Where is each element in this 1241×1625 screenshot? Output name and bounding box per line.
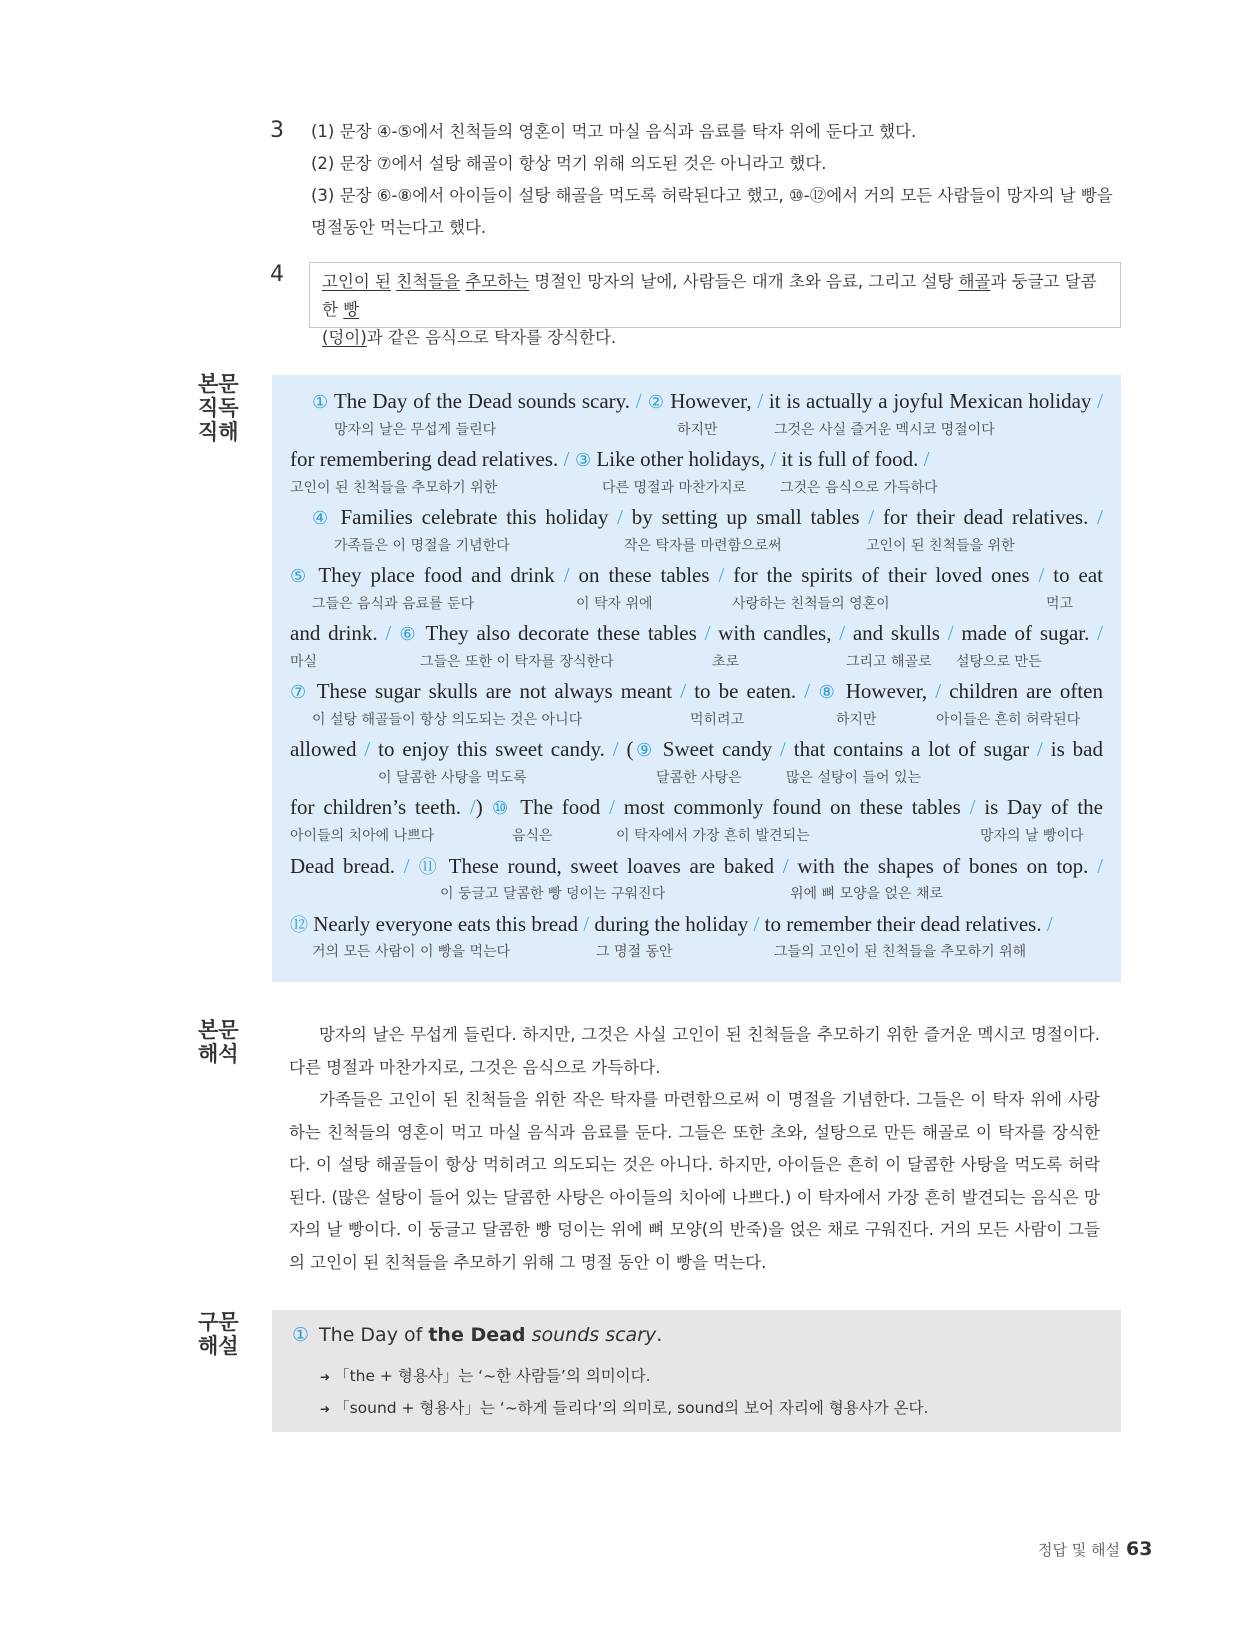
q3-line-1: (1) 문장 ④-⑤에서 친척들의 영혼이 먹고 마실 음식과 음료를 탁자 위에 둔다고 했다. <box>311 122 917 141</box>
korean-gloss-line-5: 마실 그들은 또한 이 탁자를 장식한다 초로 그리고 해골로 설탕으로 만든 <box>290 654 1042 670</box>
q3-line-4: 명절동안 먹는다고 했다. <box>311 218 487 237</box>
underlined-phrase: 빵 <box>343 300 360 319</box>
q3-line-2: (2) 문장 ⑦에서 설탕 해골이 항상 먹기 위해 의도된 것은 아니라고 했다. <box>311 154 827 173</box>
arrow-icon: ➜ <box>320 1370 331 1384</box>
question-number-4: 4 <box>270 262 284 287</box>
english-line-5: and drink. / ⑥ They also decorate these tables / with candles, / and skulls / made of sugar. / <box>290 621 1103 645</box>
english-line-7: allowed / to enjoy this sweet candy. / (⑨ Sweet candy / that contains a lot of sugar / is bad <box>290 737 1103 761</box>
question-3-answer <box>311 116 1131 244</box>
english-line-6: ⑦ These sugar skulls are not always meant / to be eaten. / ⑧ However, / children are often <box>290 679 1103 703</box>
grammar-box <box>272 1310 1121 1432</box>
english-line-4: ⑤ They place food and drink / on these tables / for the spirits of their loved ones / to eat <box>290 563 1104 587</box>
korean-gloss-line-6: 이 설탕 해골들이 항상 의도되는 것은 아니다 먹히려고 하지만 아이들은 흔히 허락된다 <box>312 712 1081 728</box>
page-number: 63 <box>1126 1538 1153 1560</box>
korean-gloss-line-4: 그들은 음식과 음료를 둔다 이 탁자 위에 사랑하는 친척들의 영혼이 먹고 <box>312 596 1074 612</box>
grammar-note-2: ➜ 「sound + 형용사」는 ‘~하게 들리다’의 의미로, sound의 보어 자리에 형용사가 온다. <box>320 1399 929 1417</box>
english-line-2: for remembering dead relatives. / ③ Like other holidays, / it is full of food. / <box>290 447 930 471</box>
q3-line-3: (3) 문장 ⑥-⑧에서 아이들이 설탕 해골을 먹도록 허락된다고 했고, ⑩-⑫에서 거의 모든 사람들이 망자의 날 빵을 <box>311 186 1113 205</box>
grammar-note-1: ➜ 「the + 형용사」는 ‘~한 사람들’의 의미이다. <box>320 1367 651 1385</box>
korean-gloss-line-10: 거의 모든 사람이 이 빵을 먹는다 그 명절 동안 그들의 고인이 된 친척들을 추모하기 위해 <box>312 944 1027 960</box>
korean-gloss-line-2: 고인이 된 친척들을 추모하기 위한 다른 명절과 마찬가지로 그것은 음식으로 가득하다 <box>290 480 938 496</box>
underlined-phrase: 친척들을 <box>396 272 461 291</box>
korean-gloss-line-8: 아이들의 치아에 나쁘다 음식은 이 탁자에서 가장 흔히 발견되는 망자의 날 빵이다 <box>290 828 1084 844</box>
english-line-8: for children’s teeth. /) ⑩ The food / most commonly found on these tables / is Day of the <box>290 795 1103 819</box>
grammar-sentence: ① The Day of the Dead sounds scary. <box>292 1324 663 1346</box>
english-line-9: Dead bread. / ⑪ These round, sweet loaves are baked / with the shapes of bones on top. / <box>290 854 1104 878</box>
underlined-phrase: (덩이) <box>322 328 367 347</box>
section-heading-grammar: 구문 해설 <box>198 1310 239 1358</box>
underlined-phrase: 고인이 된 <box>322 272 392 291</box>
english-line-3: ④ Families celebrate this holiday / by setting up small tables / for their dead relatives. / <box>312 505 1103 529</box>
question-4-answer-box: 고인이 된 친척들을 추모하는 명절인 망자의 날에, 사람들은 대개 초와 음료, 그리고 설탕 해골과 둥글고 달콤한 빵 (덩이)과 같은 음식으로 탁자를 장식한다. <box>309 262 1121 328</box>
korean-gloss-line-1: 망자의 날은 무섭게 들린다 하지만 그것은 사실 즐거운 멕시코 명절이다 <box>334 422 995 438</box>
english-line-10: ⑫ Nearly everyone eats this bread / during the holiday / to remember their dead relatives. / <box>290 912 1053 936</box>
korean-gloss-line-3: 가족들은 이 명절을 기념한다 작은 탁자를 마련함으로써 고인이 된 친척들을 위한 <box>334 538 1015 554</box>
question-number-3: 3 <box>270 118 284 143</box>
page-footer: 정답 및 해설 63 <box>1038 1538 1153 1560</box>
section-heading-translation: 본문 해석 <box>198 1018 239 1066</box>
translation-paragraph-1: 망자의 날은 무섭게 들린다. 하지만, 그것은 사실 고인이 된 친척들을 추모하기 위한 즐거운 멕시코 명절이다. 다른 명절과 마찬가지로, 그것은 음식으로 가득하다. <box>289 1025 1100 1077</box>
underlined-phrase: 추모하는 <box>465 272 530 291</box>
korean-gloss-line-7: 이 달콤한 사탕을 먹도록 달콤한 사탕은 많은 설탕이 들어 있는 <box>378 770 922 786</box>
korean-translation <box>289 1019 1100 1279</box>
english-line-1: ① The Day of the Dead sounds scary. / ② However, / it is actually a joyful Mexican holiday / <box>312 389 1104 413</box>
korean-gloss-line-9: 이 둥글고 달콤한 빵 덩이는 구워진다 위에 뼈 모양을 얹은 채로 <box>440 886 944 902</box>
reading-box <box>272 375 1121 982</box>
arrow-icon: ➜ <box>320 1402 331 1416</box>
translation-paragraph-2: 가족들은 고인이 된 친척들을 위한 작은 탁자를 마련함으로써 이 명절을 기념한다. 그들은 이 탁자 위에 사랑하는 친척들의 영혼이 먹고 마실 음식과 음료를 둔다. 그들은 또한 초와, 설탕으로 만든 해골로 이 탁자를 장식한다. 이 설탕 해골들이 항상 먹히려고 의도되는 것은 아니다. 하지만, 아이들은 흔히 이 달콤한 사탕을 먹도록 허락된다. (많은 설탕이 들어 있는 달콤한 사탕은 아이들의 치아에 나쁘다.) 이 탁자에서 가장 흔히 발견되는 음식은 망자의 날 빵이다. 이 둥글고 달콤한 빵 덩이는 위에 뼈 모양(의 반죽)을 얹은 채로 구워진다. 거의 모든 사람이 그들의 고인이 된 친척들을 추모하기 위해 그 명절 동안 이 빵을 먹는다. <box>289 1090 1100 1272</box>
section-heading-reading: 본문 직독 직해 <box>198 372 239 444</box>
underlined-phrase: 해골 <box>958 272 991 291</box>
